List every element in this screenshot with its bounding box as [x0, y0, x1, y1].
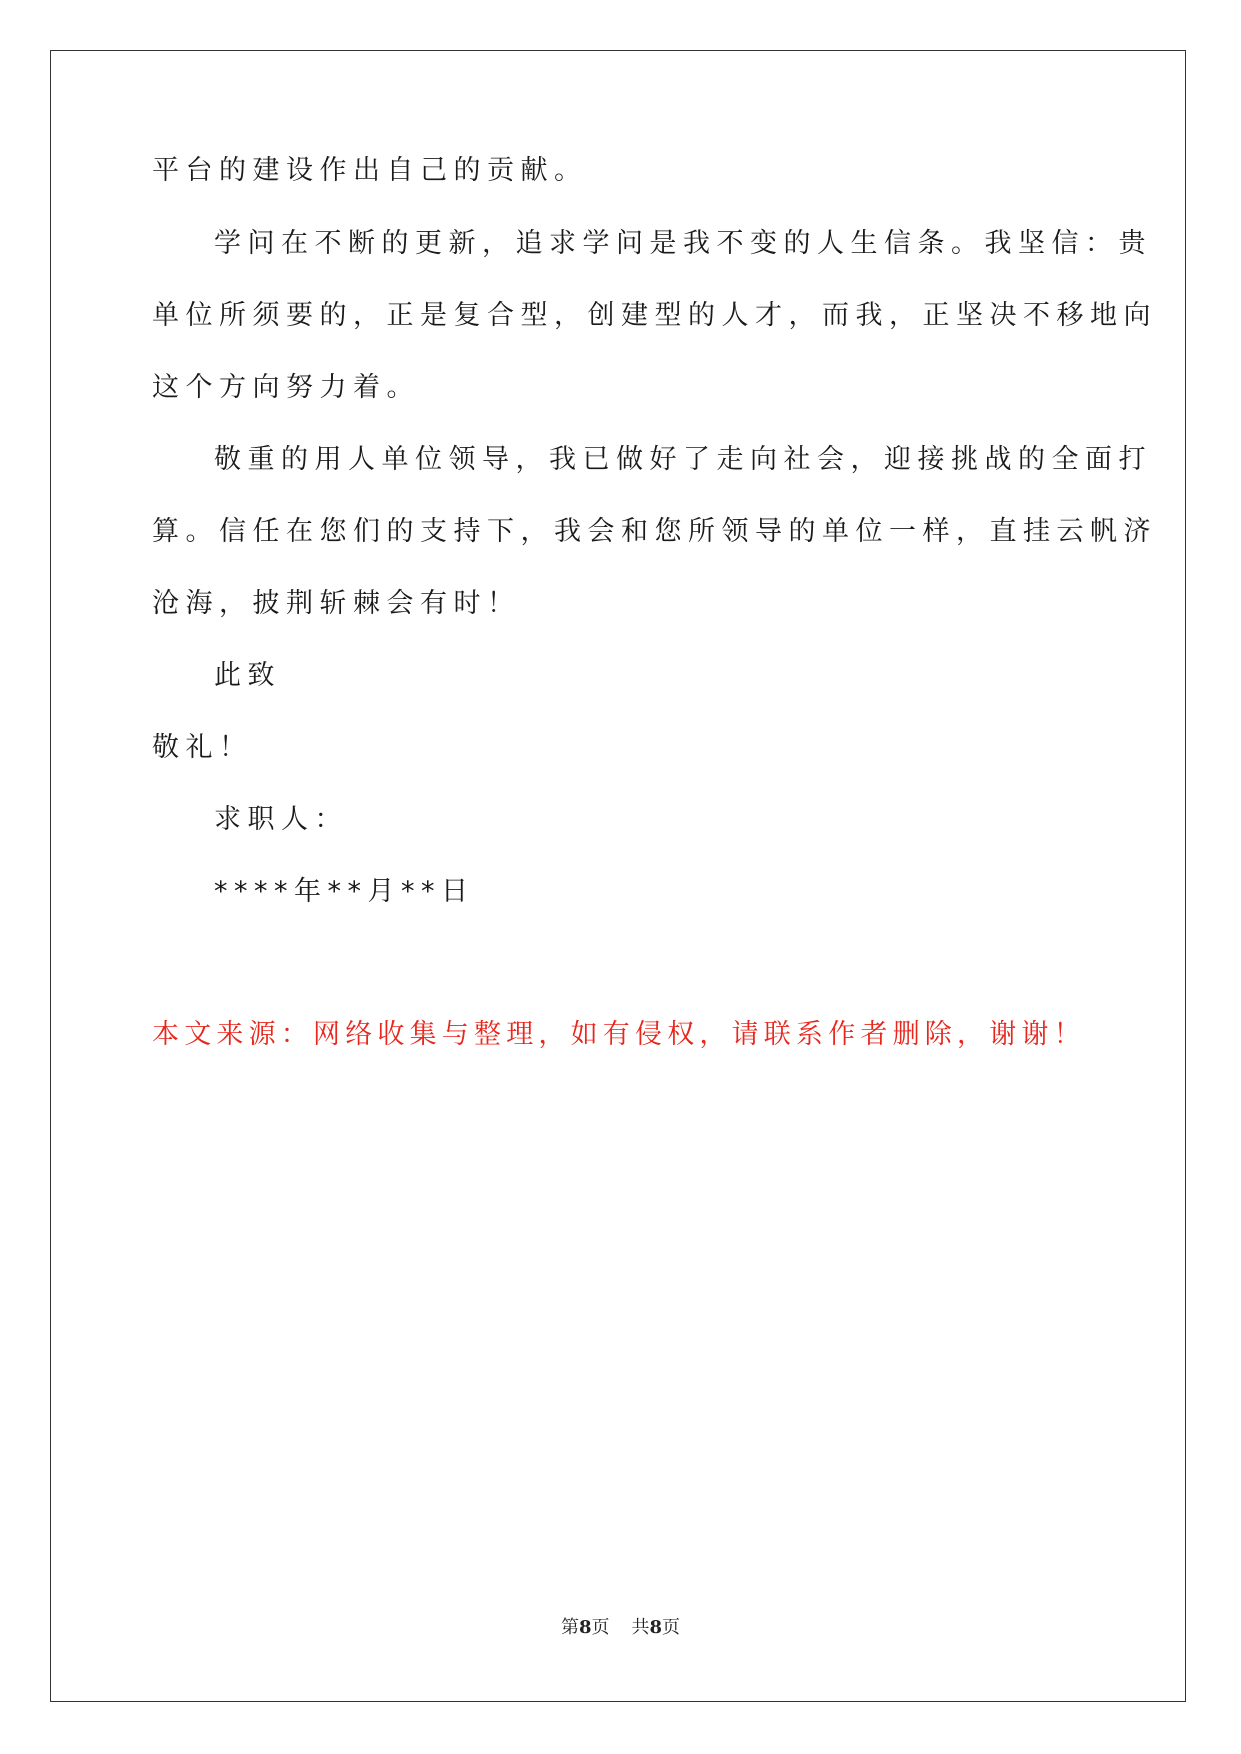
current-page-number: 8 — [578, 1617, 592, 1638]
body-text-line: 算。信任在您们的支持下，我会和您所领导的单位一样，直挂云帆济 — [152, 516, 1157, 547]
body-text-line: 学问在不断的更新，追求学问是我不变的人生信条。我坚信：贵 — [214, 228, 1152, 259]
page-prefix: 第 — [560, 1617, 579, 1638]
total-pages-number: 8 — [649, 1617, 663, 1638]
body-text-line: 平台的建设作出自己的贡献。 — [152, 155, 588, 186]
total-suffix: 页 — [662, 1617, 681, 1638]
body-text-line: 沧海，披荆斩棘会有时！ — [152, 588, 521, 619]
page-suffix: 页 — [591, 1617, 610, 1638]
body-text-line: 敬重的用人单位领导，我已做好了走向社会，迎接挑战的全面打 — [214, 444, 1152, 475]
closing-text: 此致 — [214, 660, 281, 691]
salutation-text: 敬礼！ — [152, 732, 253, 763]
total-prefix: 共 — [631, 1617, 650, 1638]
date-text: ****年**月**日 — [214, 876, 475, 907]
source-note: 本文来源：网络收集与整理，如有侵权，请联系作者删除，谢谢！ — [152, 1019, 1086, 1050]
body-text-line: 单位所须要的，正是复合型，创建型的人才，而我，正坚决不移地向 — [152, 300, 1157, 331]
signature-label: 求职人： — [214, 804, 348, 835]
page-footer — [0, 1616, 1241, 1640]
body-text-line: 这个方向努力着。 — [152, 372, 420, 403]
